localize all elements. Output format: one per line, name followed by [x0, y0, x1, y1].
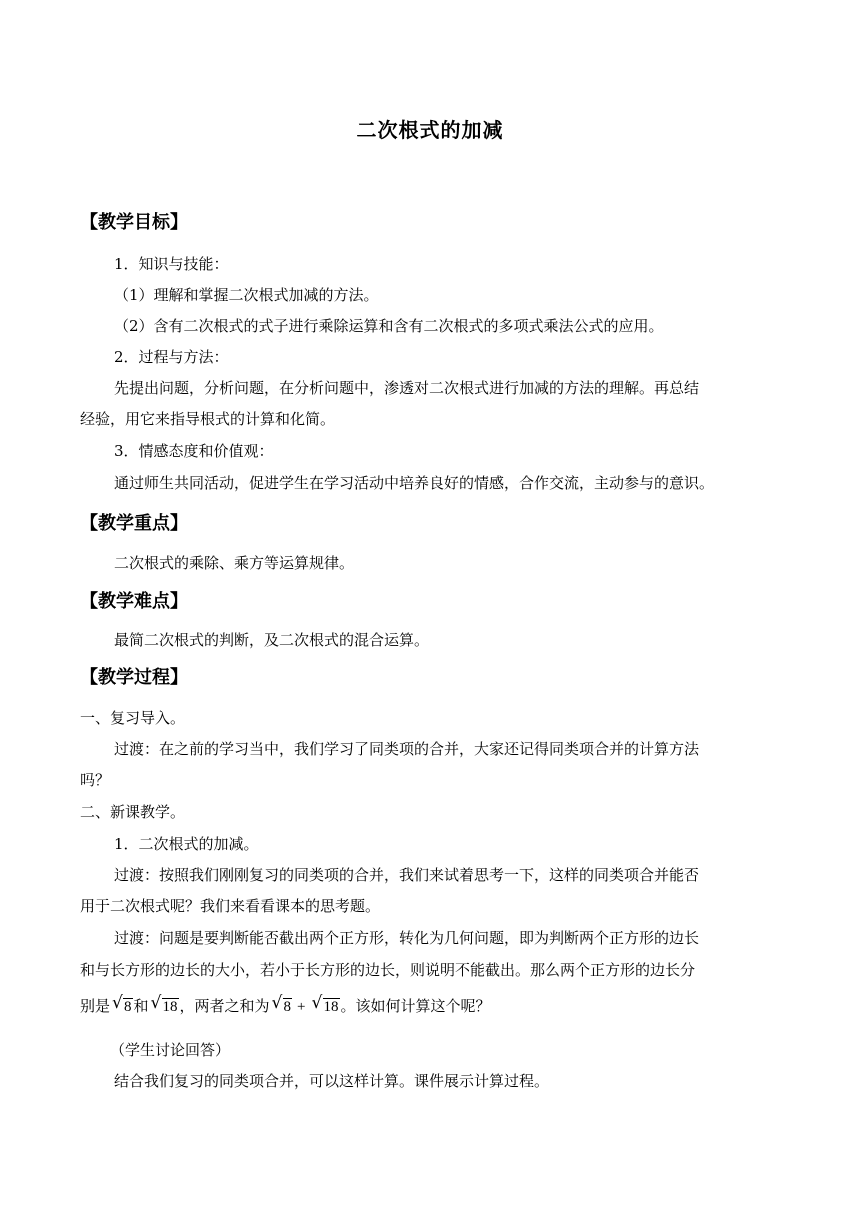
difficult-line-1: 最简二次根式的判断，及二次根式的混合运算。	[114, 631, 430, 649]
heading-teaching-process: 【教学过程】	[80, 667, 188, 688]
heading-difficult-points: 【教学难点】	[80, 591, 188, 612]
heading-teaching-goals: 【教学目标】	[80, 212, 188, 233]
process-line-1: 一、复习导入。	[80, 709, 186, 727]
process-line-10-text-c: ，两者之和为	[179, 997, 270, 1015]
process-line-4: 二、新课教学。	[80, 803, 186, 821]
process-line-6: 过渡：按照我们刚刚复习的同类项的合并，我们来试着思考一下，这样的同类项合并能否	[114, 866, 700, 884]
process-line-10-text-d: 。该如何计算这个呢？	[340, 997, 491, 1015]
page-title: 二次根式的加减	[356, 118, 504, 142]
plus-sign: +	[297, 999, 306, 1015]
process-line-8: 过渡：问题是要判断能否截出两个正方形，转化为几何问题，即为判断两个正方形的边长	[114, 929, 700, 947]
process-line-5: 1．二次根式的加减。	[114, 835, 259, 853]
goals-line-3: （2）含有二次根式的式子进行乘除运算和含有二次根式的多项式乘法公式的应用。	[114, 317, 664, 335]
process-line-10-text-b: 和	[133, 997, 149, 1015]
goals-line-4: 2．过程与方法：	[114, 348, 229, 366]
process-line-3: 吗？	[80, 771, 111, 789]
process-line-10	[80, 993, 491, 1017]
sqrt-8-a: √ 8	[112, 993, 132, 1015]
key-line-1: 二次根式的乘除、乘方等运算规律。	[114, 554, 355, 572]
process-line-11: （学生讨论回答）	[110, 1041, 231, 1059]
goals-line-2: （1）理解和掌握二次根式加减的方法。	[114, 286, 379, 304]
process-line-12: 结合我们复习的同类项合并，可以这样计算。课件展示计算过程。	[114, 1072, 550, 1090]
goals-line-1: 1．知识与技能：	[114, 255, 229, 273]
goals-line-5: 先提出问题，分析问题，在分析问题中，渗透对二次根式进行加减的方法的理解。再总结	[114, 379, 700, 397]
sqrt-18-b: √ 18	[311, 993, 339, 1015]
sqrt-18-a: √ 18	[150, 993, 178, 1015]
process-line-9: 和与长方形的边长的大小，若小于长方形的边长，则说明不能截出。那么两个正方形的边长分	[80, 961, 696, 979]
goals-line-8: 通过师生共同活动，促进学生在学习活动中培养良好的情感，合作交流，主动参与的意识。	[114, 474, 715, 492]
heading-key-points: 【教学重点】	[80, 513, 188, 534]
process-line-2: 过渡：在之前的学习当中，我们学习了同类项的合并，大家还记得同类项合并的计算方法	[114, 740, 700, 758]
goals-line-6: 经验，用它来指导根式的计算和化简。	[80, 410, 336, 428]
goals-line-7: 3．情感态度和价值观：	[114, 442, 274, 460]
process-line-10-text-a: 别是	[80, 997, 111, 1015]
process-line-7: 用于二次根式呢？我们来看看课本的思考题。	[80, 897, 381, 915]
sqrt-8-b: √ 8	[271, 993, 292, 1015]
